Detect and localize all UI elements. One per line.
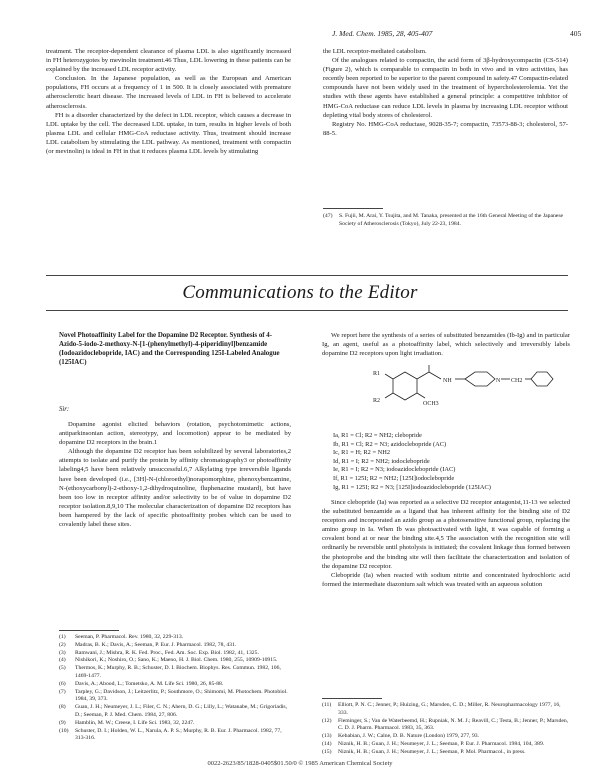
page-number: 405 bbox=[570, 29, 582, 38]
section-rule-bottom bbox=[46, 310, 568, 311]
reference-item: (2) Madras, B. K.; Davis, A.; Seeman, P. Eur. J. Pharmacol. 1982, 78, 431. bbox=[59, 641, 237, 648]
paragraph: Although the dopamine D2 receptor has been solubilized by several laboratories,2 attempts to isolate and purify the protein by affinity chromatography3 or photoaffinity labeling4,5 have been relatively unsuccessful.6,7 Alkylating type irreversible ligands have been developed (i.e., [3H]-N-(chloroethyl)norapomorphine, phenoxybenzamine, N-(ethoxycarbonyl)-2-ethoxy-1,2-dihydroquinoline, fluphenazine mustard), but have been too low in receptor affinity and/or selectivity to be of value in dopamine D2 receptor isolation.8,9,10 The molecular characterization of dopamine D2 receptors has been hampered by the lack of specific photoaffinity probes which can be used to covalently label these sites. bbox=[59, 448, 291, 529]
paragraph: Dopamine agonist elicited behaviors (rotation, psychotomimetic actions, antiparkinsonian action, stereotypy, and locomotion) appear to be mediated by dopamine D2 receptors in the brain.1 bbox=[59, 421, 291, 447]
r1-label: R1 bbox=[373, 371, 381, 377]
paragraph: We report here the synthesis of a series of substituted benzamides (Ib-Ig) and in particular Ig, an agent, useful as a photoaffinity label, which selectively and irreversibly labels dopamine D2 receptors upon light irradiation. bbox=[322, 332, 570, 358]
benzamide-structure-diagram bbox=[355, 362, 555, 414]
footnote-text: S. Fujii, M. Arai, Y. Tsujita, and M. Tanaka, presented at the 16th General Meeting of the Japanese Society of Atherosclerosis (Tokyo), July 22-23, 1984. bbox=[339, 213, 564, 227]
references-divider bbox=[59, 630, 119, 631]
registry-numbers: Registry No. HMG-CoA reductase, 9028-35-7; compactin, 73573-88-3; cholesterol, 57-88-5. bbox=[323, 120, 568, 137]
compound-item: Ic, R1 = H; R2 = NH2 bbox=[333, 449, 391, 457]
reference-item: (11) Elliott, P. N. C.; Jenner, P.; Huizing, G.; Marsden, C. D.; Miller, R. Neuropharmacology 1977, 16, 333. bbox=[322, 702, 561, 716]
references-right bbox=[322, 702, 570, 757]
reference-item: (15) Niznik, H. B.; Guan, J. H.; Neumeyer, J. L.; Seeman, P. Mol. Pharmacol., in press. bbox=[322, 748, 526, 755]
paragraph: Since clebopride (Ia) was reported as a selective D2 receptor antagonist,11-13 we selected the substituted benzamide as a ligand that has inherent affinity for the binding site of D2 receptors and incorporated an azido group as a photosensitive functional group, replacing the amino group in Ia. When Ib was photoactivated with light, it was capable of forming a covalent bond at or near the binding site.4,5 The association with the recognition site will ordinarily be reversible until photolysis is initiated; the covalent linkage thus formed between the photoprobe and the binding site will then facilitate the characterization and isolation of the dopamine D2 receptor. bbox=[322, 499, 570, 570]
reference-item: (12) Fleminger, S.; Van de Waterbeemd, H.; Rupniak, N. M. J.; Reavill, C.; Testa, B.; Jenner, P.; Marsden, C. D. J. Pharm. Pharmacol. 1983, 35, 363. bbox=[322, 717, 569, 732]
compound-item: Ia, R1 = Cl; R2 = NH2; clebopride bbox=[333, 432, 422, 439]
compound-item: Ie, R1 = I; R2 = N3; iodoazidoclebopride (IAC) bbox=[333, 466, 456, 474]
paragraph: Of the analogues related to compactin, the acid form of 3β-hydroxycompactin (CS-514) (Figure 2), which is comparable to compactin in both in vivo and in vitro activities, has recently been reported to be superior to the parent compound in safety.47 Compactin-related compounds have not been widely used in the treatment of hypercholesterolemia. Yet the studies with these agents have established a general principle: a competitive inhibitor of HMG-CoA reductase can reduce LDL levels in plasma by increasing LDL receptor without depleting vital body stores of cholesterol. bbox=[323, 57, 568, 119]
footnote-47 bbox=[323, 213, 568, 229]
piperidine-ring bbox=[465, 372, 495, 386]
och3-label: OCH3 bbox=[423, 401, 439, 407]
article-right-column bbox=[322, 498, 570, 589]
article-left-column bbox=[59, 420, 291, 529]
paragraph: the LDL receptor-mediated catabolism. bbox=[323, 48, 427, 55]
reference-item: (13) Kebabian, J. W.; Calne, D. B. Nature (London) 1979, 277, 93. bbox=[322, 733, 480, 740]
compound-item: If, R1 = 125I; R2 = NH2; [125I]iodoclebopride bbox=[333, 474, 455, 482]
compound-item: Ib, R1 = Cl; R2 = N3; azidoclebopride (AC) bbox=[333, 440, 447, 448]
previous-article-right-column bbox=[323, 47, 568, 138]
paragraph: Clebopride (Ia) when reacted with sodium nitrite and concentrated hydrochloric acid formed the intermediate diazonium salt which was treated with an aqueous solution bbox=[322, 571, 570, 588]
reference-item: (4) Nishikori, K.; Noshiro, O.; Sano, K.; Maeno, H. J. Biol. Chem. 1980, 255, 10909-10915. bbox=[59, 657, 278, 664]
n-label: N bbox=[496, 378, 501, 384]
journal-citation: J. Med. Chem. 1985, 28, 405-407 bbox=[332, 29, 433, 38]
reference-item: (9) Hamblin, M. W.; Creese, I. Life Sci. 1983, 32, 2247. bbox=[59, 719, 195, 726]
reference-item: (7) Tarpley, G.; Davidson, J.; Leitzerlitz, P.; Southmore, O.; Shimomi, M. Photochem. Photobiol. 1984, 39, 373. bbox=[59, 688, 288, 703]
reference-item: (1) Seeman, P. Pharmacol. Rev. 1980, 32, 229-313. bbox=[59, 634, 184, 640]
paragraph: treatment. The receptor-dependent clearance of plasma LDL is also significantly increased in FH heterozygotes by mevinolin treatment.46 Thus, LDL lowering in these patients can be explained by the increased LDL receptor activity. bbox=[46, 48, 291, 74]
footnote-divider bbox=[323, 208, 383, 209]
article-right-intro bbox=[322, 331, 570, 358]
references-left bbox=[59, 634, 291, 743]
article-title: Novel Photoaffinity Label for the Dopamine D2 Receptor. Synthesis of 4-Azido-5-iodo-2-methoxy-N-[1-(phenylmethyl)-4-piperidinyl]benzamide (Iodoazidoclebopride, IAC) and the Corresponding 125I-Labeled Analogue (125IAC) bbox=[59, 332, 280, 367]
references-divider bbox=[322, 698, 382, 699]
reference-item: (8) Guan, J. H.; Neumeyer, J. L.; Filer, C. N.; Ahern, D. G.; Lilly, L.; Watanabe, M.; Grigoriadis, D.; Seeman, P. J. Med. Chem. 1984, 27, 806. bbox=[59, 704, 288, 718]
copyright-footer: 0022-2623/85/1828-0405$01.50/0 © 1985 American Chemical Society bbox=[207, 760, 393, 767]
phenyl-ring bbox=[531, 372, 553, 386]
section-title: Communications to the Editor bbox=[182, 282, 418, 303]
nh-label: NH bbox=[443, 378, 452, 384]
reference-item: (3) Ramwani, J.; Mishra, R. K. Fed. Proc., Fed. Am. Soc. Exp. Biol. 1982, 41, 1325. bbox=[59, 649, 259, 656]
section-rule-top bbox=[46, 275, 568, 276]
reference-item: (6) Davis, A.; Abood, L.; Tometsko, A. M. Life Sci. 1980, 26, 85-88. bbox=[59, 680, 224, 687]
previous-article-left-column bbox=[46, 47, 291, 156]
reference-item: (14) Niznik, H. B.; Guan, J. H.; Neumeyer, J. L.; Seeman, P. Eur. J. Pharmacol. 1984, 104, 389. bbox=[322, 740, 545, 747]
r2-label: R2 bbox=[373, 398, 381, 404]
salutation: Sir: bbox=[59, 406, 70, 413]
compound-item: Id, R1 = I; R2 = NH2; iodoclebopride bbox=[333, 457, 430, 465]
reference-item: (5) Thermos, K.; Murphy, R. B.; Schuster, D. I. Biochem. Biophys. Res. Commun. 1982, 106, 1469-1477. bbox=[59, 665, 281, 679]
reference-item: (10) Schuster, D. I.; Holden, W. L., Narula, A. P. S.; Murphy, R. B. Eur. J. Pharmacol. 1982, 77, 313-316. bbox=[59, 727, 282, 742]
paragraph: FH is a disorder characterized by the defect in LDL receptor, which causes a decrease in LDL uptake by the cell. The decreased LDL uptake, in turn, results in higher levels of both plasma LDL and cellular HMG-CoA reductase activity. Thus, treatment should increase LDL catabolism by stimulating the LDL pathway. As mentioned, treatment with compactin (or mevinolin) is ideal in FH in that it reduces plasma LDL levels by stimulating bbox=[46, 111, 291, 156]
paragraph: Conclusion. In the Japanese population, as well as the European and American populations, FH occurs at a frequency of 1 in 500. It is closely associated with premature atherosclerotic heart disease. The increased levels of LDL in FH is believed to accelerate atherosclerosis. bbox=[46, 75, 291, 110]
compound-item: Ig, R1 = 125I; R2 = N3; [125I]iodoazidoclebopride (125IAC) bbox=[333, 483, 491, 491]
footnote-number: (47) bbox=[323, 213, 333, 219]
benzene-ring bbox=[393, 372, 417, 400]
ch2-label: CH2 bbox=[511, 378, 523, 384]
compound-list bbox=[333, 432, 568, 492]
